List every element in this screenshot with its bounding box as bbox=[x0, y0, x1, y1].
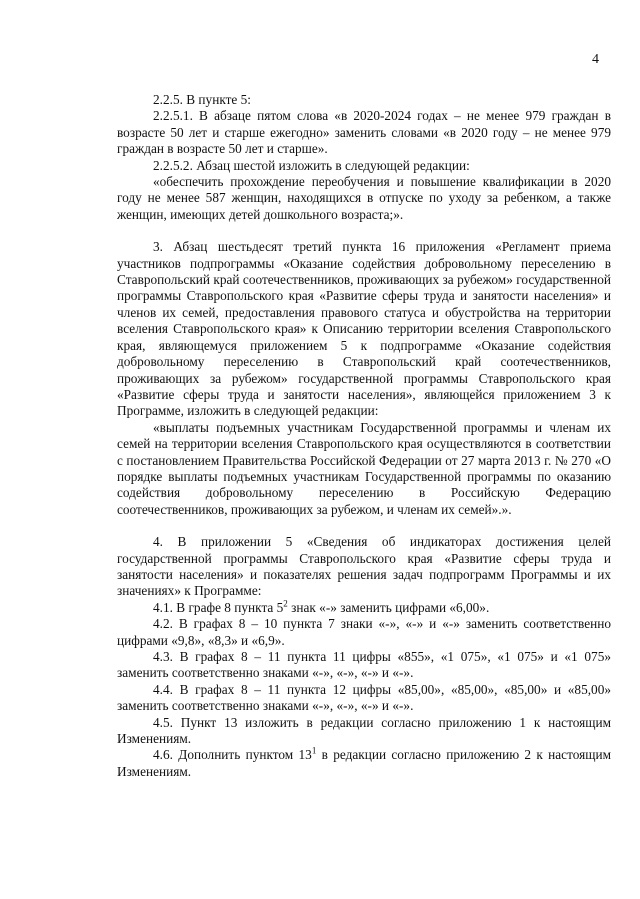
paragraph-4-1-after: знак «-» заменить цифрами «6,00». bbox=[287, 599, 490, 615]
paragraph-4-3: 4.3. В графах 8 – 11 пункта 11 цифры «855», «1 075», «1 075» и «1 075» заменить соответственно знаками «-», «-», «-» и «-». bbox=[117, 649, 611, 681]
paragraph-4-1-before: 4.1. В графе 8 пункта 5 bbox=[153, 599, 284, 615]
paragraph-4-6-after: в редакции согласно приложению 2 к настоящим Изменениям. bbox=[117, 747, 611, 779]
paragraph-4-2: 4.2. В графах 8 – 10 пункта 7 знаки «-», «-» и «-» заменить соответственно цифрами «9,8», «8,3» и «6,9». bbox=[117, 616, 611, 648]
paragraph-quote-payments: «выплаты подъемных участникам Государственной программы и членам их семей на территории вселения Ставропольского края осуществляются в соответствии с постановлением Правительства Российской Федерации от 27 марта 2013 г. № 270 «О порядке выплаты подъемных участникам Государственной программы по оказанию содействия добровольному переселению в Российскую Федерацию соотечественников, проживающих за рубежом, и членам их семей».». bbox=[117, 419, 611, 517]
paragraph-2-2-5: 2.2.5. В пункте 5: bbox=[153, 92, 251, 107]
paragraph-4-5: 4.5. Пункт 13 изложить в редакции согласно приложению 1 к настоящим Изменениям. bbox=[117, 714, 611, 747]
paragraph-2-2-5-1: 2.2.5.1. В абзаце пятом слова «в 2020-2024 годах – не менее 979 граждан в возрасте 50 лет и старше ежегодно» заменить словами «в 2020 году – не менее 979 граждан в возрасте 50 лет и старше». bbox=[117, 108, 611, 157]
paragraph-4-4: 4.4. В графах 8 – 11 пункта 12 цифры «85,00», «85,00», «85,00» и «85,00» заменить соответственно знаками «-», «-», «-» и «-». bbox=[117, 681, 611, 714]
paragraph-2-2-5-2: 2.2.5.2. Абзац шестой изложить в следующей редакции: bbox=[153, 157, 470, 173]
paragraph-4-1-superscript: 2 bbox=[283, 598, 288, 609]
paragraph-4-6 bbox=[117, 747, 611, 780]
document-body bbox=[117, 92, 611, 780]
paragraph-4-6-superscript: 1 bbox=[311, 746, 317, 757]
page-number: 4 bbox=[592, 52, 599, 67]
paragraph-quote-women: «обеспечить прохождение переобучения и повышение квалификации в 2020 году не менее 587 женщин, находящихся в отпуске по уходу за ребенком, а также женщин, имеющих детей дошкольного возраста;». bbox=[117, 174, 611, 222]
paragraph-4: 4. В приложении 5 «Сведения об индикаторах достижения целей государственной программы Ставропольского края «Развитие сферы труда и занятости населения» и показателях решения задач подпрограмм Программы и их значениях» к Программе: bbox=[117, 534, 611, 599]
paragraph-4-6-before: 4.6. Дополнить пунктом 13 bbox=[153, 747, 312, 763]
paragraph-4-1 bbox=[117, 600, 611, 616]
paragraph-3: 3. Абзац шестьдесят третий пункта 16 приложения «Регламент приема участников подпрограммы «Оказание содействия добровольному переселению в Ставропольский край соотечественников, проживающих за рубежом» государственной программы Ставропольского края «Развитие сферы труда и занятости населения» и членов их семей, предоставления правового статуса и обустройства на территории вселения Ставропольского края» к Описанию территории вселения Ставропольского края, являющемуся приложением 5 к подпрограмме «Оказание содействия добровольному переселению в Ставропольский край соотечественников, проживающих за рубежом» государственной программы Ставропольского края «Развитие сферы труда и занятости населения», являющейся приложением 3 к Программе, изложить в следующей редакции: bbox=[117, 239, 611, 419]
